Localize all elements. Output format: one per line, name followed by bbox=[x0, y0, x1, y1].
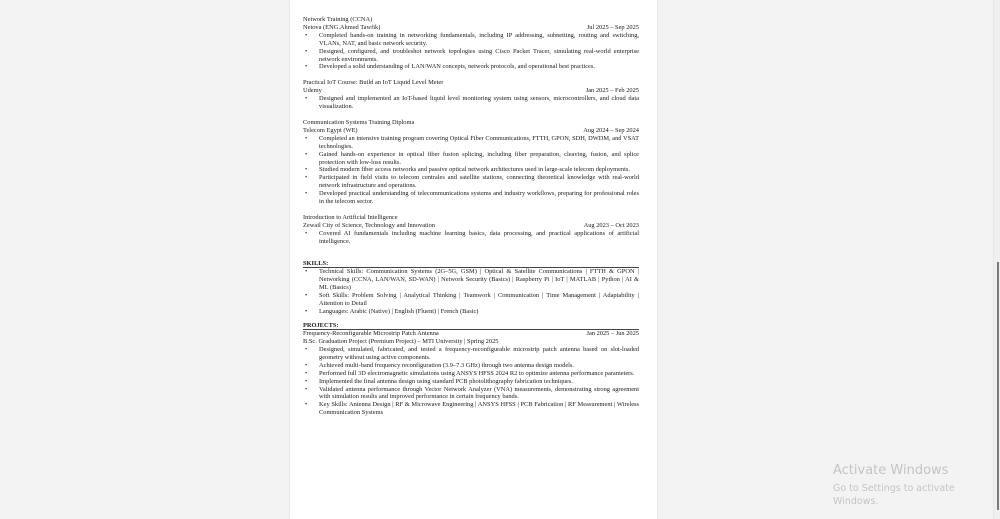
section-heading-projects: PROJECTS: bbox=[303, 322, 639, 331]
entry-date: Jan 2025 – Feb 2025 bbox=[585, 87, 639, 95]
page-content bbox=[303, 16, 639, 417]
bullet-item: • Implemented the final antenna design using standard PCB photolithography fabrication techniques. bbox=[319, 378, 639, 386]
bullet-item: • Participated in field visits to telecom centrales and satellite stations, connecting theoretical knowledge with real-world network infrastructure and operations. bbox=[319, 174, 639, 190]
entry-bullets bbox=[303, 135, 639, 206]
bullet-item: • Achieved multi-band frequency reconfiguration (3.9–7.3 GHz) through two antenna design models. bbox=[319, 362, 639, 370]
entry-date: Jul 2025 – Sep 2025 bbox=[586, 23, 639, 31]
entry-bullets bbox=[303, 230, 639, 246]
project-entry bbox=[303, 330, 639, 417]
entry-org: Netova (ENG.Ahmed Tawfik) bbox=[303, 23, 381, 31]
bullet-item: • Studied modern fiber access networks and passive optical network architectures used in large-scale telecom deployments. bbox=[319, 166, 639, 174]
entry-org-line bbox=[303, 127, 639, 135]
entry-title: Network Training (CCNA) bbox=[303, 16, 373, 23]
project-bullets bbox=[303, 346, 639, 417]
bullet-item: • Technical Skills: Communication Systems (2G–5G, GSM) | Optical & Satellite Communications | FTTH & GPON | Networking (CCNA, LAN/WAN, SD-WAN) | Network Security (Basics) | Raspberry Pi | IoT | MATLAB | Python | AI & ML (Basics) bbox=[319, 268, 639, 292]
entry-org: Zewail City of Science, Technology and Innovation bbox=[303, 221, 436, 229]
skills-bullets bbox=[303, 268, 639, 315]
bullet-item: • Designed, configured, and troubleshot network topologies using Cisco Packet Tracer, simulating real-world enterprise network environments. bbox=[319, 48, 639, 64]
entry-date: Aug 2023 – Oct 2023 bbox=[583, 221, 639, 229]
watermark-title: Activate Windows bbox=[833, 463, 949, 478]
training-entry-telecom bbox=[303, 119, 639, 206]
training-entry-ai bbox=[303, 214, 639, 246]
section-heading-skills: SKILLS: bbox=[303, 260, 639, 269]
bullet-item: • Completed hands-on training in networking fundamentals, including IP addressing, subnetting, routing and switching, VLANs, NAT, and basic network security. bbox=[319, 32, 639, 48]
bullet-item: • Key Skills: Antenna Design | RF & Microwave Engineering | ANSYS HFSS | PCB Fabrication | RF Measurement | Wireless Communication Systems bbox=[319, 401, 639, 417]
training-entry-iot bbox=[303, 79, 639, 111]
entry-org-line bbox=[303, 24, 639, 32]
entry-title: Introduction to Artificial Intelligence bbox=[303, 213, 398, 221]
bullet-item: • Developed practical understanding of telecommunications systems and industry workflows, preparing for professional roles in the telecom sector. bbox=[319, 190, 639, 206]
entry-date: Aug 2024 – Sep 2024 bbox=[583, 126, 639, 134]
activate-windows-watermark bbox=[833, 462, 1000, 508]
bullet-item: • Languages: Arabic (Native) | English (Fluent) | French (Basic) bbox=[319, 308, 639, 316]
entry-bullets bbox=[303, 32, 639, 72]
scrollbar-thumb[interactable] bbox=[997, 262, 999, 510]
training-entry-ccna bbox=[303, 16, 639, 71]
bullet-item: • Performed full 3D electromagnetic simulations using ANSYS HFSS 2024 R2 to optimize antenna performance parameters. bbox=[319, 370, 639, 378]
project-subtitle: B.Sc. Graduation Project (Premium Project) – MTI University | Spring 2025 bbox=[303, 338, 499, 346]
entry-title: Communication Systems Training Diploma bbox=[303, 118, 415, 126]
bullet-item: • Developed a solid understanding of LAN/WAN concepts, network protocols, and operational best practices. bbox=[319, 63, 639, 71]
entry-org-line bbox=[303, 222, 639, 230]
document-page bbox=[290, 0, 657, 519]
entry-title: Practical IoT Course: Build an IoT Liquid Level Meter bbox=[303, 79, 444, 87]
watermark-subtitle: Go to Settings to activate Windows. bbox=[833, 483, 955, 507]
bullet-item: • Soft Skills: Problem Solving | Analytical Thinking | Teamwork | Communication | Time Management | Adaptability | Attention to Detail bbox=[319, 292, 639, 308]
bullet-item: • Validated antenna performance through Vector Network Analyzer (VNA) measurements, demonstrating strong agreement with simulation results and improved performance in certain frequency bands. bbox=[319, 386, 639, 402]
entry-org-line bbox=[303, 87, 639, 95]
bullet-item: • Designed and implemented an IoT-based liquid level monitoring system using sensors, microcontrollers, and cloud data visualization. bbox=[319, 95, 639, 111]
entry-bullets bbox=[303, 95, 639, 111]
project-date: Jan 2025 – Jun 2025 bbox=[586, 330, 639, 338]
bullet-item: • Gained hands-on experience in optical fiber fusion splicing, including fiber preparation, cleaving, fusion, and splice protection with low-loss results. bbox=[319, 151, 639, 167]
bullet-item: • Completed an intensive training program covering Optical Fiber Communications, FTTH, GPON, SDH, DWDM, and VSAT technologies. bbox=[319, 135, 639, 151]
vertical-scrollbar[interactable] bbox=[994, 0, 1000, 519]
bullet-item: • Covered AI fundamentals including machine learning basics, data processing, and practical applications of artificial intelligence. bbox=[319, 230, 639, 246]
project-title-line bbox=[303, 330, 639, 338]
bullet-item: • Designed, simulated, fabricated, and tested a frequency-reconfigurable microstrip patch antenna based on slot-loaded geometry without using active components. bbox=[319, 346, 639, 362]
entry-org: Telecom Egypt (WE) bbox=[303, 126, 358, 134]
entry-org: Udemy bbox=[303, 87, 322, 95]
project-title: Frequency-Reconfigurable Microstrip Patch Antenna bbox=[303, 330, 439, 338]
